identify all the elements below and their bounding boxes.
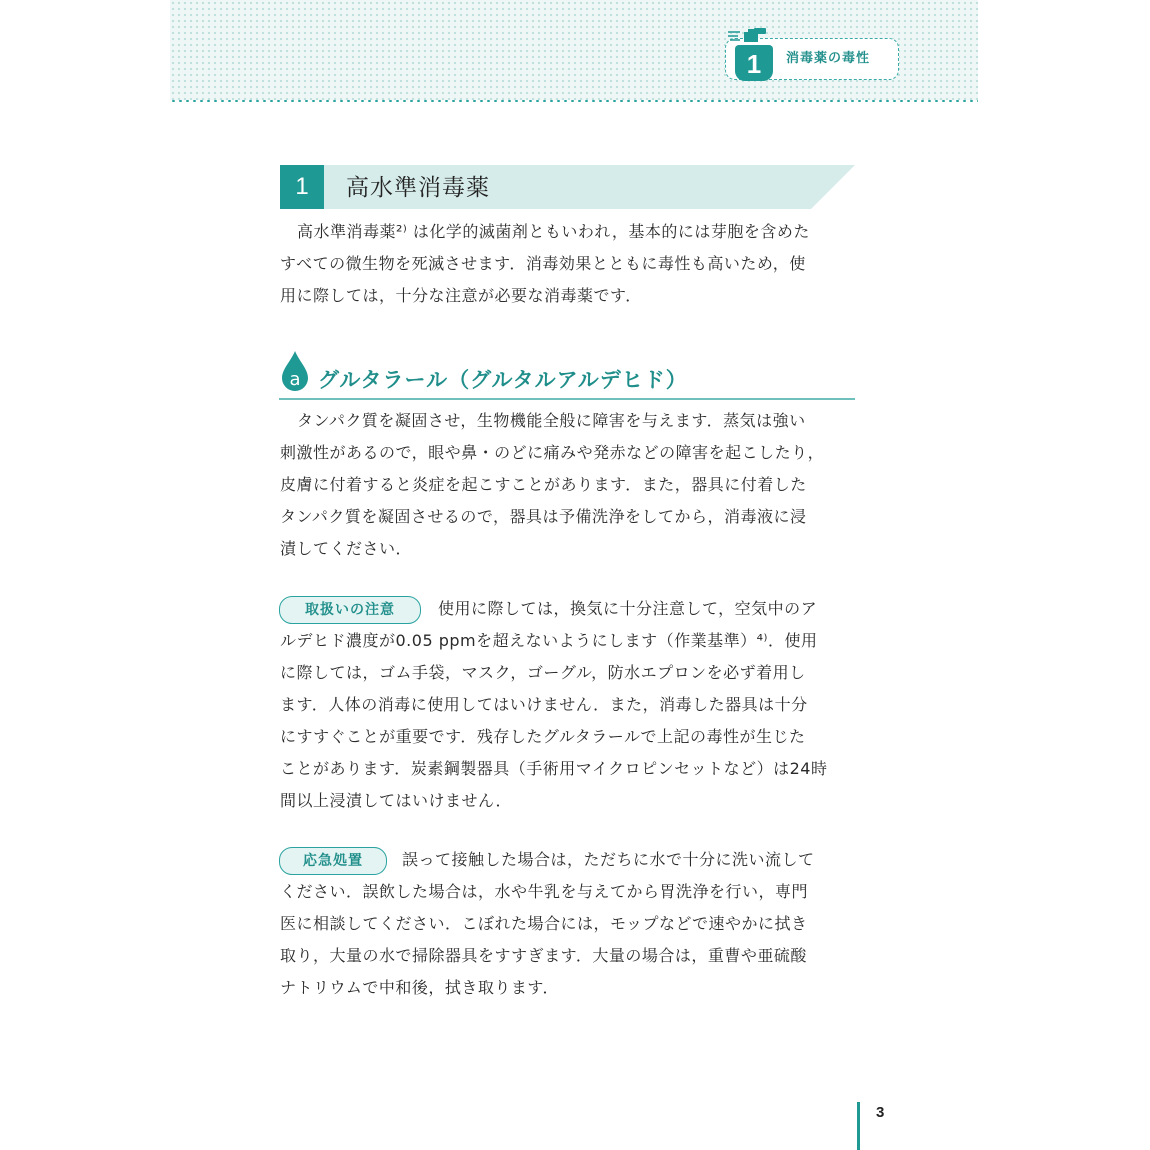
subsection-rule bbox=[279, 398, 855, 400]
handling-line: 間以上浸漬してはいけません． bbox=[280, 791, 512, 810]
section-number: 1 bbox=[280, 165, 324, 209]
body-line: 漬してください． bbox=[280, 539, 413, 558]
handling-line: にすすぐことが重要です．残存したグルタラールで上記の毒性が生じた bbox=[280, 727, 806, 746]
handling-line: 使用に際しては，換気に十分注意して，空気中のア bbox=[438, 599, 818, 618]
page-number: 3 bbox=[876, 1104, 885, 1121]
intro-line: すべての微生物を死滅させます．消毒効果とともに毒性も高いため，使 bbox=[280, 254, 806, 273]
subsection-body bbox=[280, 405, 824, 565]
body-line: タンパク質を凝固させ，生物機能全般に障害を与えます．蒸気は強い bbox=[297, 411, 806, 430]
first-aid-line: ください．誤飲した場合は，水や牛乳を与えてから胃洗浄を行い，専門 bbox=[280, 882, 809, 901]
first-aid-text bbox=[280, 844, 815, 1004]
body-line: タンパク質を凝固させるので，器具は予備洗浄をしてから，消毒液に浸 bbox=[280, 507, 807, 526]
chapter-number: 1 bbox=[735, 45, 773, 81]
handling-caution-text bbox=[280, 593, 827, 817]
intro-line: 高水準消毒薬²⁾ は化学的滅菌剤ともいわれ，基本的には芽胞を含めた bbox=[297, 222, 810, 241]
section-title: 高水準消毒薬 bbox=[346, 175, 490, 201]
first-aid-line: 医に相談してください．こぼれた場合には，モップなどで速やかに拭き bbox=[280, 914, 808, 933]
subsection-marker: a bbox=[289, 369, 301, 390]
handling-line: ます．人体の消毒に使用してはいけません．また，消毒した器具は十分 bbox=[280, 695, 808, 714]
chapter-title: 消毒薬の毒性 bbox=[786, 51, 871, 66]
page-number-rule bbox=[857, 1102, 860, 1150]
first-aid-line: ナトリウムで中和後，拭き取ります． bbox=[280, 978, 560, 997]
handling-line: ルデヒド濃度が0.05 ppmを超えないようにします（作業基準）⁴⁾．使用 bbox=[280, 631, 818, 650]
droplet-icon bbox=[279, 349, 311, 393]
body-line: 皮膚に付着すると炎症を起こすことがあります．また，器具に付着した bbox=[280, 475, 807, 494]
section-intro bbox=[280, 216, 810, 312]
intro-line: 用に際しては，十分な注意が必要な消毒薬です． bbox=[280, 286, 642, 305]
body-line: 刺激性があるので，眼や鼻・のどに痛みや発赤などの障害を起こしたり， bbox=[280, 443, 825, 462]
header-dotted-rule bbox=[170, 99, 978, 103]
first-aid-line: 取り，大量の水で掃除器具をすすぎます．大量の場合は，重曹や亜硫酸 bbox=[280, 946, 807, 965]
first-aid-label: 応急処置 bbox=[279, 847, 387, 875]
handling-line: ことがあります．炭素鋼製器具（手術用マイクロピンセットなど）は24時 bbox=[280, 759, 828, 778]
handling-line: に際しては，ゴム手袋，マスク，ゴーグル，防水エプロンを必ず着用し bbox=[280, 663, 806, 682]
subsection-title: グルタラール（グルタルアルデヒド） bbox=[318, 368, 688, 392]
first-aid-line: 誤って接触した場合は，ただちに水で十分に洗い流して bbox=[402, 850, 815, 869]
handling-caution-label: 取扱いの注意 bbox=[279, 596, 421, 624]
